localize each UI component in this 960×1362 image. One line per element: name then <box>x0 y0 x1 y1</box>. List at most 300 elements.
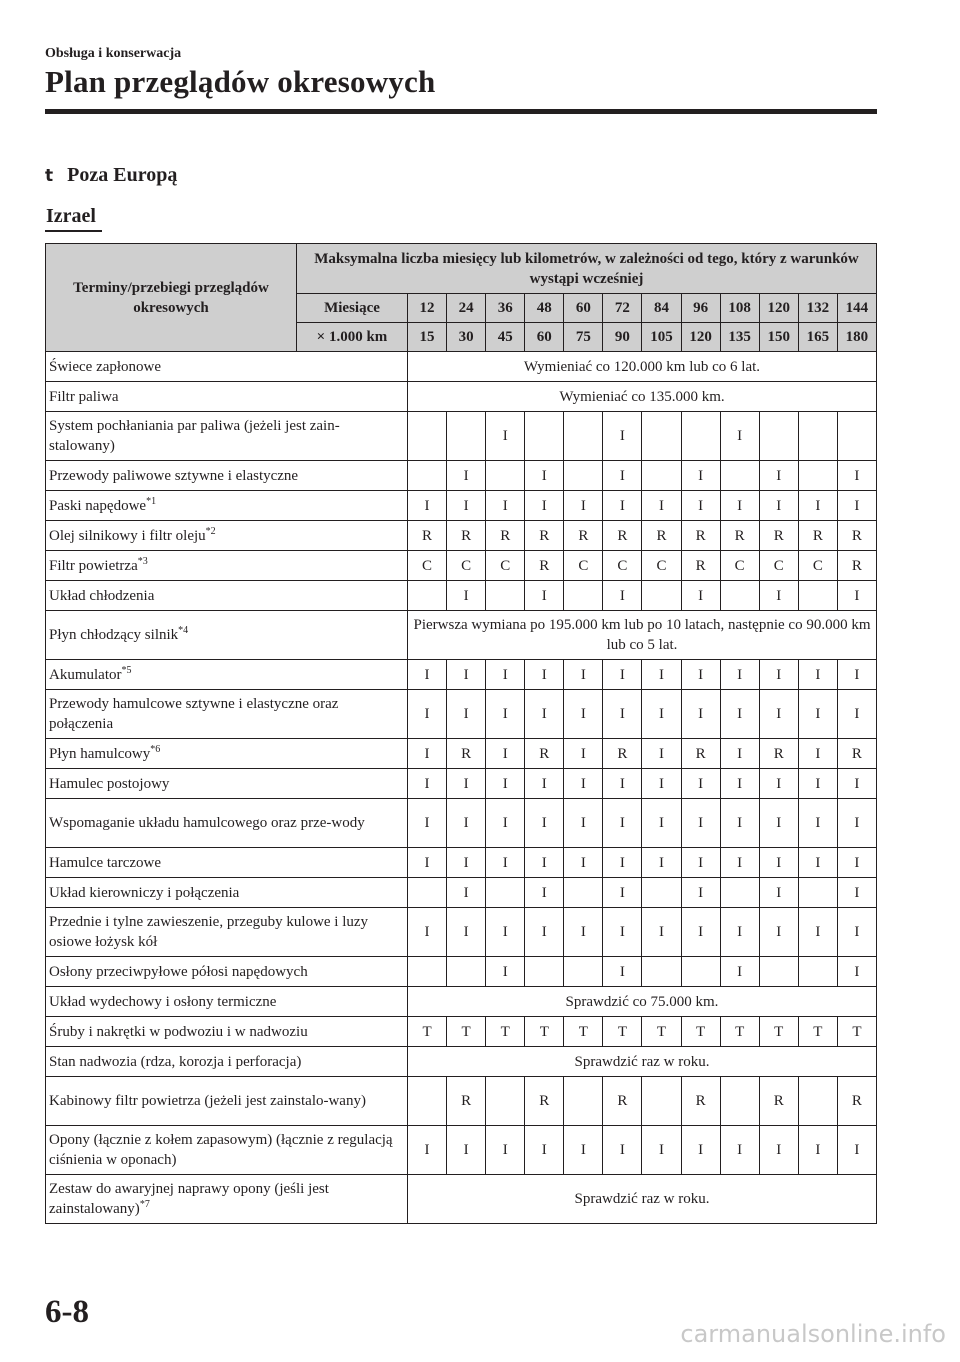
schedule-cell: I <box>603 660 642 690</box>
schedule-cell: I <box>486 412 525 461</box>
km-header-cell: 30 <box>447 323 486 352</box>
schedule-cell: R <box>681 739 720 769</box>
schedule-cell: R <box>603 739 642 769</box>
schedule-cell: T <box>525 1017 564 1047</box>
schedule-note-cell: Sprawdzić raz w roku. <box>408 1175 877 1224</box>
schedule-cell: I <box>642 799 681 848</box>
table-row <box>46 611 877 660</box>
schedule-cell: I <box>681 1126 720 1175</box>
item-label: Płyn chłodzący silnik <box>49 627 179 643</box>
bullet-marker-icon: t <box>45 166 54 186</box>
schedule-cell: I <box>603 957 642 987</box>
schedule-cell <box>408 957 447 987</box>
schedule-cell: I <box>408 660 447 690</box>
schedule-cell: I <box>486 957 525 987</box>
schedule-cell: I <box>525 491 564 521</box>
item-label: Przewody paliwowe sztywne i elastyczne <box>49 467 299 484</box>
schedule-cell: I <box>837 660 876 690</box>
table-row <box>46 1047 877 1077</box>
schedule-cell: I <box>642 660 681 690</box>
item-label: Stan nadwozia (rdza, korozja i perforacja) <box>49 1053 302 1070</box>
schedule-cell: I <box>837 581 876 611</box>
item-name-cell <box>46 957 408 987</box>
schedule-cell: I <box>798 739 837 769</box>
table-row <box>46 581 877 611</box>
footnote-marker: *2 <box>205 525 216 537</box>
schedule-cell <box>564 957 603 987</box>
schedule-cell: I <box>759 878 798 908</box>
schedule-cell: I <box>525 848 564 878</box>
schedule-cell: T <box>447 1017 486 1047</box>
item-label: Przednie i tylne zawieszenie, przeguby kulowe i luzy osiowe łożysk kół <box>49 914 369 950</box>
schedule-cell <box>408 878 447 908</box>
schedule-cell: I <box>525 1126 564 1175</box>
schedule-cell: I <box>720 412 759 461</box>
schedule-cell: I <box>837 1126 876 1175</box>
schedule-cell: I <box>486 491 525 521</box>
item-label: Układ kierowniczy i połączenia <box>49 884 240 901</box>
table-row <box>46 491 877 521</box>
schedule-cell: I <box>447 799 486 848</box>
schedule-cell: I <box>486 848 525 878</box>
schedule-cell: I <box>447 908 486 957</box>
schedule-cell <box>642 878 681 908</box>
schedule-cell: I <box>447 1126 486 1175</box>
schedule-cell: C <box>642 551 681 581</box>
schedule-cell: C <box>720 551 759 581</box>
schedule-cell: I <box>525 581 564 611</box>
item-name-cell <box>46 848 408 878</box>
region-underline <box>45 230 102 232</box>
month-header-cell: 96 <box>681 294 720 323</box>
km-header-cell: 150 <box>759 323 798 352</box>
schedule-cell: R <box>447 739 486 769</box>
schedule-cell: I <box>525 660 564 690</box>
item-label: Płyn hamulcowy <box>49 745 151 762</box>
schedule-cell: I <box>798 908 837 957</box>
item-name-cell <box>46 739 408 769</box>
schedule-cell: I <box>603 878 642 908</box>
schedule-cell: I <box>837 690 876 739</box>
schedule-cell: I <box>759 690 798 739</box>
schedule-note-cell: Pierwsza wymiana po 195.000 km lub po 10 latach, następnie co 90.000 km lub co 5 lat. <box>408 611 877 660</box>
corner-header: Terminy/przebiegi przeglądów okresowych <box>46 244 297 352</box>
schedule-cell <box>798 581 837 611</box>
km-header-cell: 180 <box>837 323 876 352</box>
schedule-cell: I <box>564 660 603 690</box>
schedule-cell: R <box>837 521 876 551</box>
item-label: Wspomaganie układu hamulcowego oraz prze-wody <box>49 815 365 831</box>
schedule-cell: I <box>642 690 681 739</box>
item-name-cell <box>46 412 408 461</box>
schedule-cell: I <box>642 769 681 799</box>
schedule-cell <box>564 461 603 491</box>
item-name-cell <box>46 611 408 660</box>
schedule-body <box>46 352 877 1224</box>
schedule-cell: I <box>720 799 759 848</box>
schedule-cell <box>720 1077 759 1126</box>
km-header-cell: 135 <box>720 323 759 352</box>
schedule-cell: R <box>525 739 564 769</box>
schedule-cell: I <box>681 799 720 848</box>
schedule-cell: C <box>759 551 798 581</box>
schedule-cell: R <box>720 521 759 551</box>
item-name-cell <box>46 878 408 908</box>
item-name-cell <box>46 690 408 739</box>
schedule-cell: T <box>642 1017 681 1047</box>
schedule-cell: R <box>642 521 681 551</box>
month-header-cell: 108 <box>720 294 759 323</box>
item-name-cell <box>46 799 408 848</box>
months-label: Miesiące <box>297 294 408 323</box>
schedule-cell: R <box>525 1077 564 1126</box>
schedule-cell: R <box>837 551 876 581</box>
schedule-cell: R <box>759 1077 798 1126</box>
km-header-cell: 105 <box>642 323 681 352</box>
schedule-cell: I <box>486 799 525 848</box>
schedule-cell <box>486 461 525 491</box>
schedule-cell: R <box>837 1077 876 1126</box>
title-divider <box>45 109 877 114</box>
table-row <box>46 848 877 878</box>
item-label: Świece zapłonowe <box>49 358 162 375</box>
schedule-cell: I <box>681 491 720 521</box>
schedule-cell: I <box>603 1126 642 1175</box>
schedule-cell: I <box>564 739 603 769</box>
schedule-note-cell: Sprawdzić co 75.000 km. <box>408 987 877 1017</box>
schedule-cell: T <box>681 1017 720 1047</box>
schedule-cell: C <box>408 551 447 581</box>
schedule-cell: R <box>603 1077 642 1126</box>
schedule-cell <box>408 412 447 461</box>
schedule-cell: I <box>603 412 642 461</box>
schedule-cell: I <box>408 799 447 848</box>
schedule-cell: I <box>720 769 759 799</box>
table-row <box>46 739 877 769</box>
km-header-cell: 60 <box>525 323 564 352</box>
km-header-cell: 90 <box>603 323 642 352</box>
schedule-cell: I <box>759 581 798 611</box>
month-header-cell: 12 <box>408 294 447 323</box>
schedule-cell: I <box>759 1126 798 1175</box>
table-row <box>46 908 877 957</box>
table-row <box>46 352 877 382</box>
schedule-cell: I <box>603 581 642 611</box>
schedule-cell: I <box>408 690 447 739</box>
item-name-cell <box>46 1175 408 1224</box>
schedule-cell: I <box>408 491 447 521</box>
item-name-cell <box>46 1126 408 1175</box>
schedule-cell <box>759 412 798 461</box>
schedule-cell: C <box>447 551 486 581</box>
schedule-note-cell: Wymieniać co 120.000 km lub co 6 lat. <box>408 352 877 382</box>
km-label: × 1.000 km <box>297 323 408 352</box>
schedule-cell: I <box>408 769 447 799</box>
schedule-cell: C <box>603 551 642 581</box>
schedule-cell: I <box>720 491 759 521</box>
table-row <box>46 1077 877 1126</box>
schedule-cell: R <box>564 521 603 551</box>
table-row <box>46 957 877 987</box>
footnote-marker: *1 <box>146 495 157 507</box>
schedule-cell: T <box>603 1017 642 1047</box>
schedule-cell: R <box>525 551 564 581</box>
footnote-marker: *4 <box>178 625 189 636</box>
schedule-cell: C <box>486 551 525 581</box>
schedule-cell: I <box>564 690 603 739</box>
schedule-cell: I <box>486 1126 525 1175</box>
table-row <box>46 799 877 848</box>
schedule-cell: I <box>837 878 876 908</box>
schedule-cell <box>798 461 837 491</box>
schedule-cell: I <box>720 848 759 878</box>
month-header-cell: 132 <box>798 294 837 323</box>
schedule-cell: R <box>603 521 642 551</box>
schedule-cell: I <box>603 461 642 491</box>
schedule-cell: R <box>681 521 720 551</box>
schedule-cell: I <box>759 769 798 799</box>
schedule-cell: I <box>486 690 525 739</box>
schedule-cell: I <box>837 461 876 491</box>
schedule-cell: I <box>447 878 486 908</box>
schedule-cell: I <box>447 660 486 690</box>
schedule-cell: I <box>837 491 876 521</box>
table-row <box>46 987 877 1017</box>
schedule-cell: I <box>681 660 720 690</box>
table-row <box>46 1126 877 1175</box>
schedule-cell: R <box>837 739 876 769</box>
schedule-cell: I <box>798 660 837 690</box>
item-label: System pochłaniania par paliwa (jeżeli jest zain-stalowany) <box>49 418 340 454</box>
maintenance-schedule-table <box>45 243 877 1224</box>
schedule-cell: I <box>642 848 681 878</box>
km-header-cell: 15 <box>408 323 447 352</box>
schedule-cell: I <box>603 799 642 848</box>
table-row <box>46 412 877 461</box>
schedule-cell: T <box>837 1017 876 1047</box>
schedule-cell <box>720 461 759 491</box>
schedule-cell: I <box>408 848 447 878</box>
item-label: Śruby i nakrętki w podwoziu i w nadwoziu <box>49 1023 308 1040</box>
schedule-cell: I <box>681 769 720 799</box>
schedule-cell: I <box>759 908 798 957</box>
schedule-cell: I <box>603 848 642 878</box>
schedule-cell: I <box>564 848 603 878</box>
footnote-marker: *7 <box>139 1199 150 1210</box>
schedule-cell <box>798 1077 837 1126</box>
schedule-cell: I <box>837 769 876 799</box>
schedule-cell: R <box>447 521 486 551</box>
schedule-cell: I <box>720 957 759 987</box>
km-header-cell: 45 <box>486 323 525 352</box>
footnote-marker: *5 <box>121 664 132 676</box>
schedule-cell: C <box>798 551 837 581</box>
item-name-cell <box>46 581 408 611</box>
schedule-cell: I <box>759 799 798 848</box>
schedule-cell: I <box>798 491 837 521</box>
km-header-cell: 75 <box>564 323 603 352</box>
schedule-cell <box>642 412 681 461</box>
schedule-cell <box>798 412 837 461</box>
item-name-cell <box>46 1017 408 1047</box>
schedule-cell: I <box>447 581 486 611</box>
item-label: Olej silnikowy i filtr oleju <box>49 527 206 544</box>
item-label: Osłony przeciwpyłowe półosi napędowych <box>49 963 308 980</box>
schedule-cell: I <box>603 769 642 799</box>
table-row <box>46 551 877 581</box>
item-name-cell <box>46 461 408 491</box>
schedule-cell: T <box>798 1017 837 1047</box>
schedule-cell <box>681 412 720 461</box>
watermark: carmanualsonline.info <box>680 1320 946 1348</box>
schedule-cell <box>837 412 876 461</box>
schedule-cell: I <box>720 690 759 739</box>
item-name-cell <box>46 908 408 957</box>
schedule-cell: I <box>720 1126 759 1175</box>
schedule-cell <box>408 1077 447 1126</box>
item-name-cell <box>46 660 408 690</box>
item-label: Przewody hamulcowe sztywne i elastyczne oraz połączenia <box>49 696 339 732</box>
schedule-cell: I <box>642 908 681 957</box>
schedule-cell: I <box>642 1126 681 1175</box>
schedule-cell: I <box>759 461 798 491</box>
schedule-cell: R <box>759 521 798 551</box>
schedule-cell: I <box>720 739 759 769</box>
schedule-cell: I <box>798 848 837 878</box>
schedule-cell: I <box>603 908 642 957</box>
schedule-cell: I <box>642 491 681 521</box>
schedule-cell <box>486 1077 525 1126</box>
schedule-cell: R <box>447 1077 486 1126</box>
schedule-cell: T <box>564 1017 603 1047</box>
schedule-cell: R <box>681 551 720 581</box>
schedule-cell: I <box>681 690 720 739</box>
month-header-cell: 36 <box>486 294 525 323</box>
month-header-cell: 84 <box>642 294 681 323</box>
schedule-cell: I <box>525 461 564 491</box>
schedule-cell <box>486 878 525 908</box>
schedule-cell <box>798 878 837 908</box>
item-label: Paski napędowe <box>49 497 147 514</box>
schedule-cell <box>642 461 681 491</box>
km-header-cell: 120 <box>681 323 720 352</box>
schedule-cell <box>564 878 603 908</box>
schedule-cell: I <box>525 690 564 739</box>
schedule-cell: I <box>720 908 759 957</box>
schedule-cell <box>447 412 486 461</box>
schedule-cell: I <box>447 690 486 739</box>
item-label: Filtr paliwa <box>49 388 119 405</box>
sub-heading <box>45 164 177 187</box>
region-heading: Izrael <box>46 205 96 227</box>
table-row <box>46 690 877 739</box>
item-name-cell <box>46 491 408 521</box>
item-label: Zestaw do awaryjnej naprawy opony (jeśli jest zainstalowany) <box>49 1181 329 1217</box>
schedule-cell <box>681 957 720 987</box>
schedule-cell: I <box>837 908 876 957</box>
schedule-cell: T <box>408 1017 447 1047</box>
schedule-cell: I <box>759 491 798 521</box>
item-name-cell <box>46 352 408 382</box>
table-row <box>46 1175 877 1224</box>
schedule-cell: I <box>564 491 603 521</box>
schedule-cell: T <box>486 1017 525 1047</box>
item-label: Hamulce tarczowe <box>49 854 162 871</box>
schedule-cell: I <box>447 769 486 799</box>
month-header-cell: 144 <box>837 294 876 323</box>
schedule-cell: I <box>681 908 720 957</box>
section-label: Obsługa i konserwacja <box>45 46 182 61</box>
schedule-cell: I <box>564 769 603 799</box>
item-label: Filtr powietrza <box>49 557 138 574</box>
schedule-cell: I <box>525 769 564 799</box>
schedule-cell: R <box>681 1077 720 1126</box>
schedule-cell: I <box>681 848 720 878</box>
schedule-cell <box>525 957 564 987</box>
item-label: Opony (łącznie z kołem zapasowym) (łącznie z regulacją ciśnienia w oponach) <box>49 1132 393 1168</box>
item-label: Hamulec postojowy <box>49 775 170 792</box>
schedule-cell: I <box>525 799 564 848</box>
item-label: Akumulator <box>49 666 122 683</box>
schedule-cell: I <box>408 739 447 769</box>
month-header-cell: 24 <box>447 294 486 323</box>
schedule-cell: I <box>603 491 642 521</box>
schedule-cell: I <box>759 848 798 878</box>
item-name-cell <box>46 521 408 551</box>
schedule-cell <box>564 412 603 461</box>
schedule-cell: I <box>408 908 447 957</box>
schedule-cell: I <box>681 461 720 491</box>
schedule-cell: I <box>564 799 603 848</box>
schedule-cell <box>564 581 603 611</box>
item-name-cell <box>46 1077 408 1126</box>
item-name-cell <box>46 769 408 799</box>
schedule-cell: I <box>564 908 603 957</box>
table-row <box>46 878 877 908</box>
schedule-cell: R <box>759 739 798 769</box>
item-label: Kabinowy filtr powietrza (jeżeli jest zainstalo-wany) <box>49 1093 366 1109</box>
schedule-cell: I <box>486 908 525 957</box>
schedule-cell <box>798 957 837 987</box>
schedule-cell: I <box>486 739 525 769</box>
schedule-cell: I <box>525 908 564 957</box>
schedule-cell <box>642 581 681 611</box>
schedule-cell <box>447 957 486 987</box>
schedule-cell <box>486 581 525 611</box>
schedule-cell: C <box>564 551 603 581</box>
schedule-cell <box>564 1077 603 1126</box>
table-row <box>46 1017 877 1047</box>
schedule-cell: I <box>525 878 564 908</box>
month-header-cell: 48 <box>525 294 564 323</box>
schedule-cell: I <box>447 461 486 491</box>
schedule-cell: I <box>798 690 837 739</box>
schedule-cell: I <box>603 690 642 739</box>
table-row <box>46 769 877 799</box>
page-number: 6-8 <box>45 1294 89 1330</box>
schedule-cell <box>408 581 447 611</box>
schedule-cell: R <box>486 521 525 551</box>
month-header-cell: 120 <box>759 294 798 323</box>
km-header-cell: 165 <box>798 323 837 352</box>
schedule-cell: I <box>681 581 720 611</box>
item-name-cell <box>46 551 408 581</box>
schedule-cell <box>642 957 681 987</box>
schedule-cell: I <box>447 848 486 878</box>
item-name-cell <box>46 382 408 412</box>
schedule-cell: R <box>798 521 837 551</box>
schedule-cell: T <box>720 1017 759 1047</box>
